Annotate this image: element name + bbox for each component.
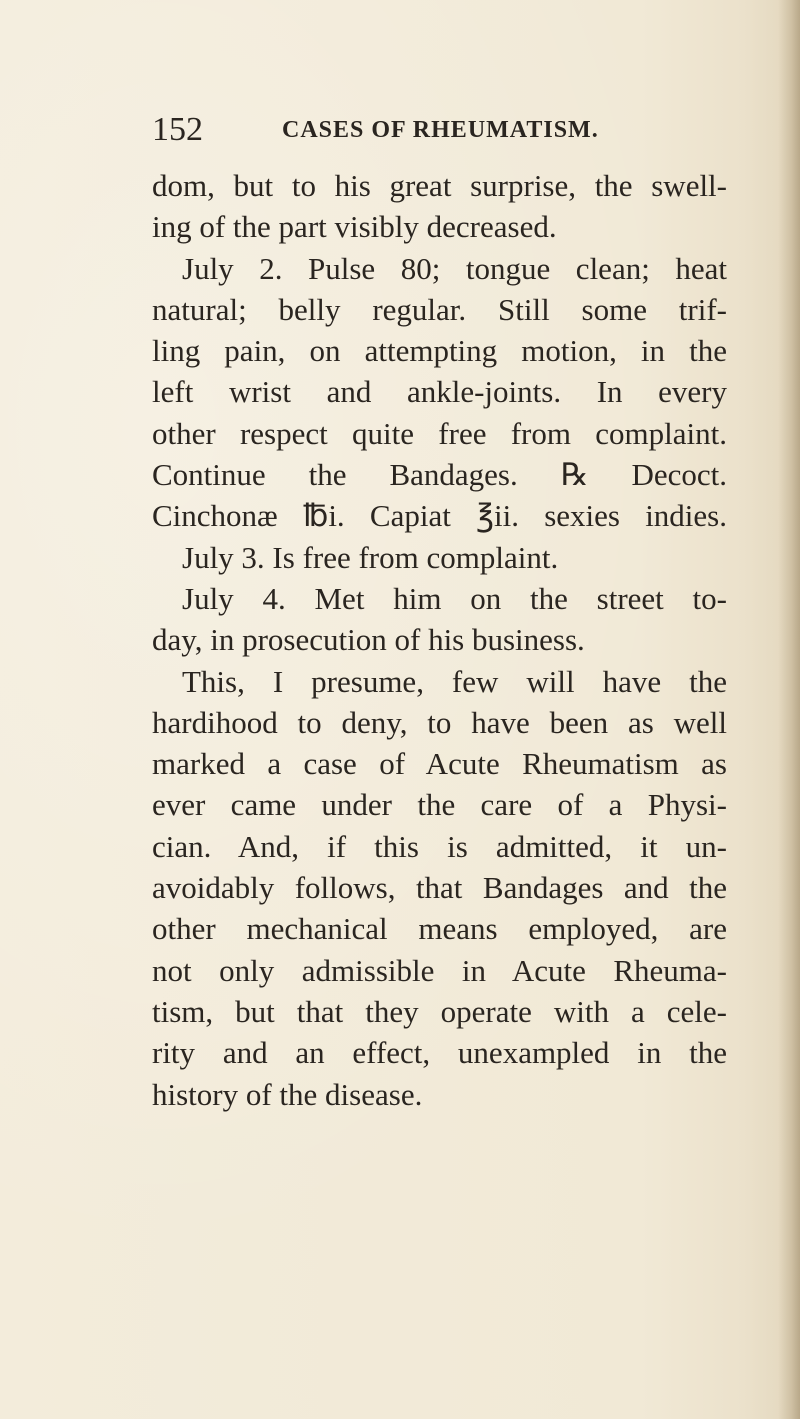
text-line: ling pain, on attempting motion, in the	[152, 333, 727, 369]
text-line: left wrist and ankle-joints. In every	[152, 374, 727, 410]
text-line: natural; belly regular. Still some trif-	[152, 291, 727, 327]
page-header	[152, 100, 632, 160]
running-head: CASES OF RHEUMATISM.	[282, 117, 599, 143]
text-line: hardihood to deny, to have been as well	[152, 704, 727, 740]
text-line: cian. And, if this is admitted, it un-	[152, 828, 727, 864]
text-line: ing of the part visibly decreased.	[152, 209, 557, 245]
text-line: marked a case of Acute Rheumatism as	[152, 746, 727, 782]
text-line: Cinchonæ ℔i. Capiat ℥ii. sexies indies.	[152, 498, 727, 534]
text-line: day, in prosecution of his business.	[152, 622, 585, 658]
text-line: July 2. Pulse 80; tongue clean; heat	[182, 250, 727, 286]
text-line: other mechanical means employed, are	[152, 911, 727, 947]
text-line: July 3. Is free from complaint.	[182, 539, 559, 575]
page-number: 152	[152, 111, 203, 148]
text-line: rity and an effect, unexampled in the	[152, 1035, 727, 1071]
text-line: history of the disease.	[152, 1076, 423, 1112]
text-line: ever came under the care of a Physi-	[152, 787, 727, 823]
page-edge-shadow	[778, 0, 800, 1419]
text-line: other respect quite free from complaint.	[152, 415, 727, 451]
text-line: avoidably follows, that Bandages and the	[152, 870, 727, 906]
text-line: This, I presume, few will have the	[182, 663, 727, 699]
body-text	[152, 165, 727, 1115]
text-line: July 4. Met him on the street to-	[182, 580, 727, 616]
text-line: not only admissible in Acute Rheuma-	[152, 952, 727, 988]
text-line: Continue the Bandages. ℞ Decoct.	[152, 457, 727, 493]
text-line: dom, but to his great surprise, the swell-	[152, 168, 727, 203]
text-line: tism, but that they operate with a cele-	[152, 993, 727, 1029]
